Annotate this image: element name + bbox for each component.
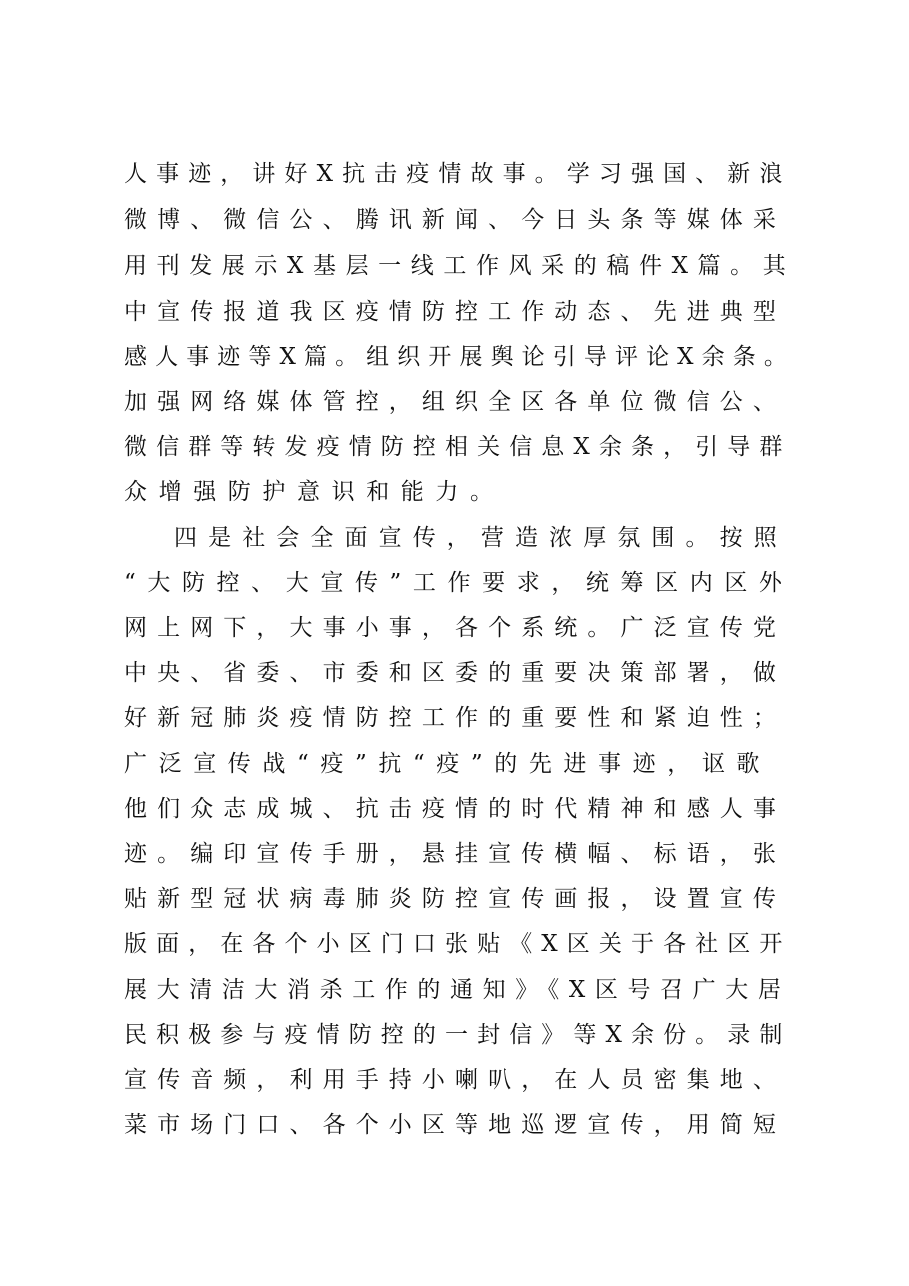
text-line: “大防控、大宣传”工作要求，统筹区内区外 [124,570,794,596]
text-line: 版面，在各个小区门口张贴《X区关于各社区开 [124,931,792,957]
text-line: 好新冠肺炎疫情防控工作的重要性和紧迫性； [124,705,786,731]
text-line: 网上网下，大事小事，各个系统。广泛宣传党 [124,615,786,641]
text-line: 展大清洁大消杀工作的通知》《X区号召广大居 [124,977,791,1003]
text-line: 宣传音频，利用手持小喇叭，在人员密集地、 [124,1067,786,1093]
text-line: 他们众志成城、抗击疫情的时代精神和感人事 [124,796,786,822]
text-line: 微博、微信公、腾讯新闻、今日头条等媒体采 [124,207,786,233]
text-line: 人事迹，讲好X抗击疫情故事。学习强国、新浪 [124,161,792,187]
text-line: 广泛宣传战“疫”抗“疫”的先进事迹，讴歌 [124,751,772,777]
text-line: 中宣传报道我区疫情防控工作动态、先进典型 [124,299,786,325]
text-line: 用刊发展示X基层一线工作风采的稿件X篇。其 [124,253,796,279]
text-line: 民积极参与疫情防控的一封信》等X余份。录制 [124,1022,792,1048]
text-line: 众增强防护意识和能力。 [124,479,505,505]
text-line: 迹。编印宣传手册，悬挂宣传横幅、标语，张 [124,841,786,867]
text-line: 中央、省委、市委和区委的重要决策部署，做 [124,660,786,686]
text-line: 贴新型冠状病毒肺炎防控宣传画报，设置宣传 [124,886,786,912]
text-line: 加强网络媒体管控，组织全区各单位微信公、 [124,389,786,415]
paragraph-start-line: 四是社会全面宣传，营造浓厚氛围。按照 [174,525,788,551]
text-line: 菜市场门口、各个小区等地巡逻宣传，用简短 [124,1112,786,1138]
text-line: 微信群等转发疫情防控相关信息X余条，引导群 [124,434,792,460]
text-line: 感人事迹等X篇。组织开展舆论引导评论X余条。 [124,344,795,370]
